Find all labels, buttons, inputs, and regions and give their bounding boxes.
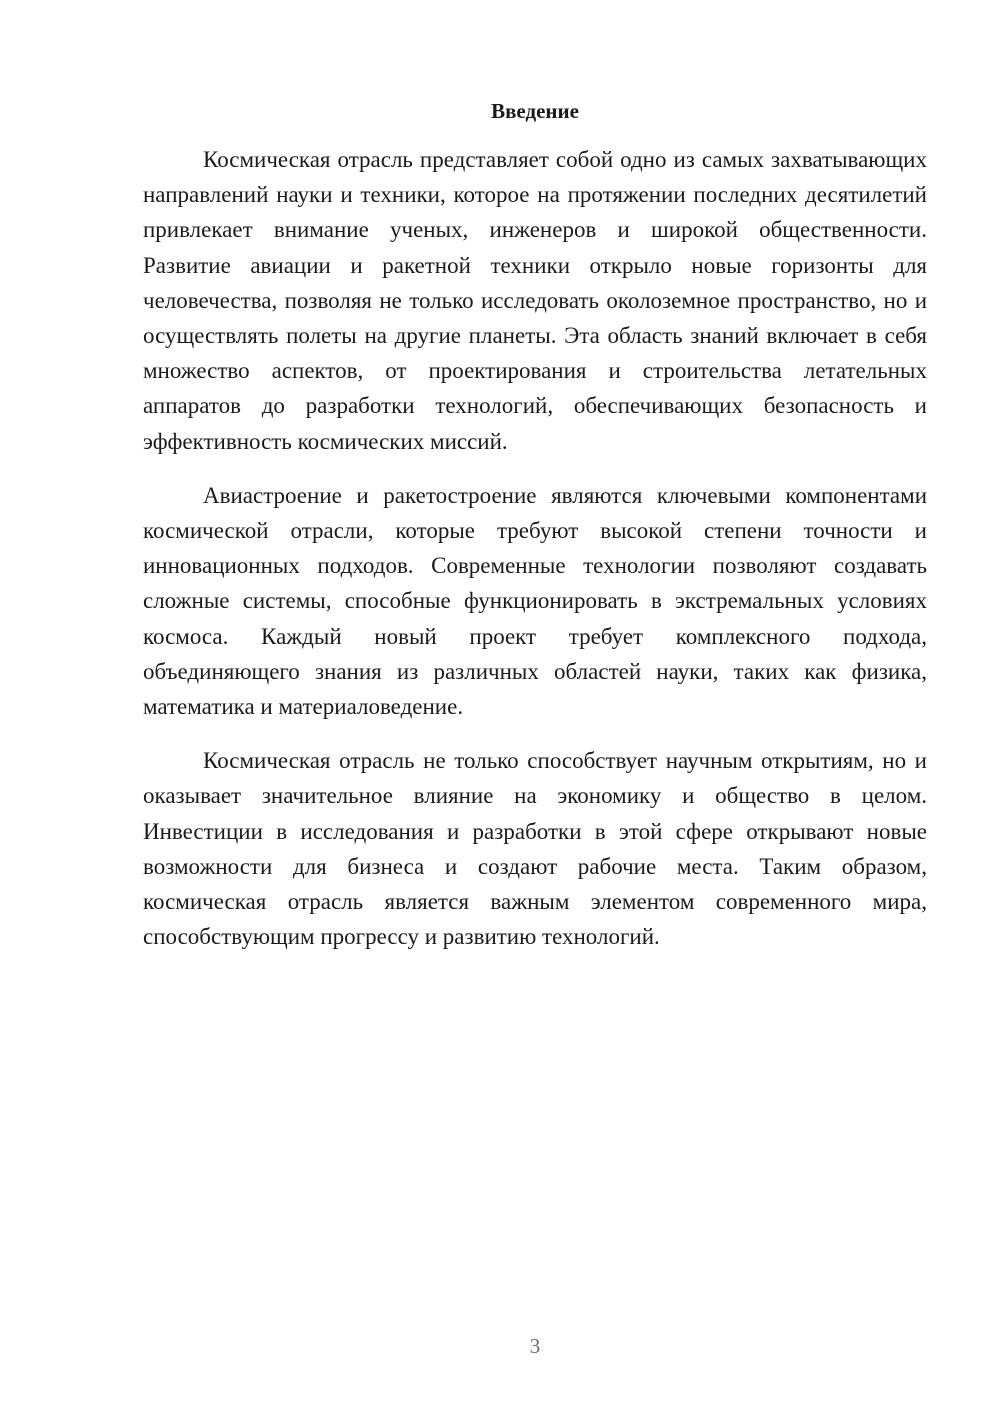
- paragraph: Космическая отрасль представляет собой одно из самых захватывающих направлений науки и техники, которое на протяжении последних десятилетий привлекает внимание ученых, инженеров и широкой общественности. Развитие авиации и ракетной техники открыло новые горизонты для человечества, позволяя не только исследовать околоземное пространство, но и осуществлять полеты на другие планеты. Эта область знаний включает в себя множество аспектов, от проектирования и строительства летательных аппаратов до разработки технологий, обеспечивающих безопасность и эффективность космических миссий.: [143, 147, 927, 454]
- paragraph: Авиастроение и ракетостроение являются ключевыми компонентами космической отрасли, которые требуют высокой степени точности и инновационных подходов. Современные технологии позволяют создавать сложные системы, способные функционировать в экстремальных условиях космоса. Каждый новый проект требует комплексного подхода, объединяющего знания из различных областей науки, таких как физика, математика и материаловедение.: [143, 482, 927, 720]
- section-heading: Введение: [491, 99, 579, 123]
- body-text: [143, 142, 927, 973]
- page-number: 3: [529, 1334, 541, 1358]
- paragraph: Космическая отрасль не только способствует научным открытиям, но и оказывает значительное влияние на экономику и общество в целом. Инвестиции в исследования и разработки в этой сфере открывают новые возможности для бизнеса и создают рабочие места. Таким образом, космическая отрасль является важным элементом современного мира, способствующим прогрессу и развитию технологий.: [143, 748, 927, 950]
